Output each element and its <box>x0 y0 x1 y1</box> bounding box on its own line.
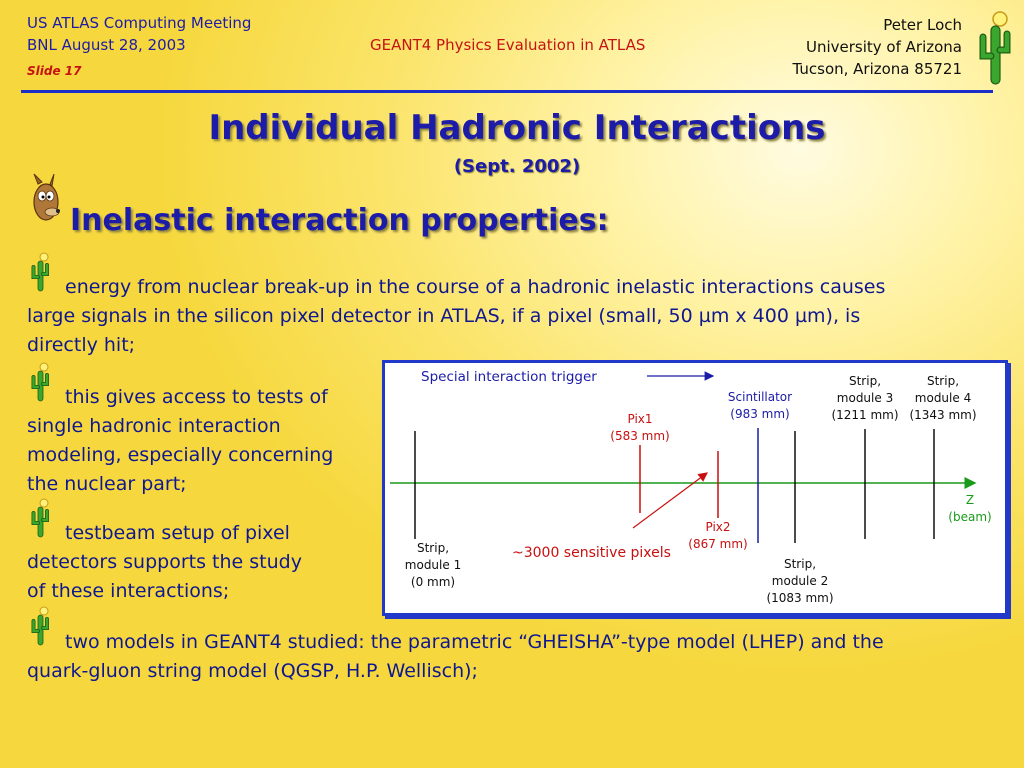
bullet-2-line-2: single hadronic interaction <box>27 415 281 437</box>
header-rule <box>21 90 993 93</box>
bullet-1-line-1: energy from nuclear break-up in the course of a hadronic inelastic interactions causes <box>65 276 886 298</box>
bullet-2-line-4: the nuclear part; <box>27 473 187 495</box>
slide-subtitle: (Sept. 2002) <box>453 156 581 177</box>
meeting-name: US ATLAS Computing Meeting <box>27 14 252 32</box>
header-right <box>792 14 962 80</box>
testbeam-setup-diagram <box>382 360 1008 616</box>
bullet-4-line-2: quark-gluon string model (QGSP, H.P. Wellisch); <box>27 660 478 682</box>
slide-title: Individual Hadronic Interactions <box>208 108 826 148</box>
bullet-2-line-1: this gives access to tests of <box>65 386 328 408</box>
strip-module-4-label: Strip, module 4 (1343 mm) <box>909 374 977 422</box>
bullet-3-line-2: detectors supports the study <box>27 551 302 573</box>
z-axis-label: Z (beam) <box>948 493 992 524</box>
author-name: Peter Loch <box>883 16 962 34</box>
header-center-title: GEANT4 Physics Evaluation in ATLAS <box>370 36 646 54</box>
scintillator-label: Scintillator (983 mm) <box>727 390 793 421</box>
bullet-3 <box>27 519 377 606</box>
bullet-1-line-2: large signals in the silicon pixel detector in ATLAS, if a pixel (small, 50 µm x 400 µm), is <box>27 305 861 327</box>
header-left <box>27 12 251 56</box>
pix2-label: Pix2 (867 mm) <box>688 520 748 551</box>
slide-number: Slide 17 <box>27 64 82 78</box>
bullet-1 <box>27 273 1007 360</box>
pix1-label: Pix1 (583 mm) <box>610 412 670 443</box>
meeting-date: BNL August 28, 2003 <box>27 36 186 54</box>
cactus-logo-icon <box>978 10 1012 86</box>
coyote-mascot-icon <box>28 172 62 232</box>
trigger-label: Special interaction trigger <box>421 369 597 385</box>
section-heading: Inelastic interaction properties: <box>70 203 609 238</box>
strip-module-1-label: Strip, module 1 (0 mm) <box>404 541 462 589</box>
bullet-3-line-1: testbeam setup of pixel <box>65 522 290 544</box>
sensitive-pixels-label: ~3000 sensitive pixels <box>512 545 671 561</box>
bullet-4 <box>27 628 1007 686</box>
strip-module-2-label: Strip, module 2 (1083 mm) <box>766 557 834 605</box>
bullet-2 <box>27 383 377 499</box>
strip-module-3-label: Strip, module 3 (1211 mm) <box>831 374 899 422</box>
bullet-2-line-3: modeling, especially concerning <box>27 444 334 466</box>
bullet-4-line-1: two models in GEANT4 studied: the parametric “GHEISHA”-type model (LHEP) and the <box>65 631 884 653</box>
bullet-1-line-3: directly hit; <box>27 334 136 356</box>
institution: University of Arizona <box>805 38 962 56</box>
address: Tucson, Arizona 85721 <box>792 60 962 78</box>
bullet-3-line-3: of these interactions; <box>27 580 230 602</box>
